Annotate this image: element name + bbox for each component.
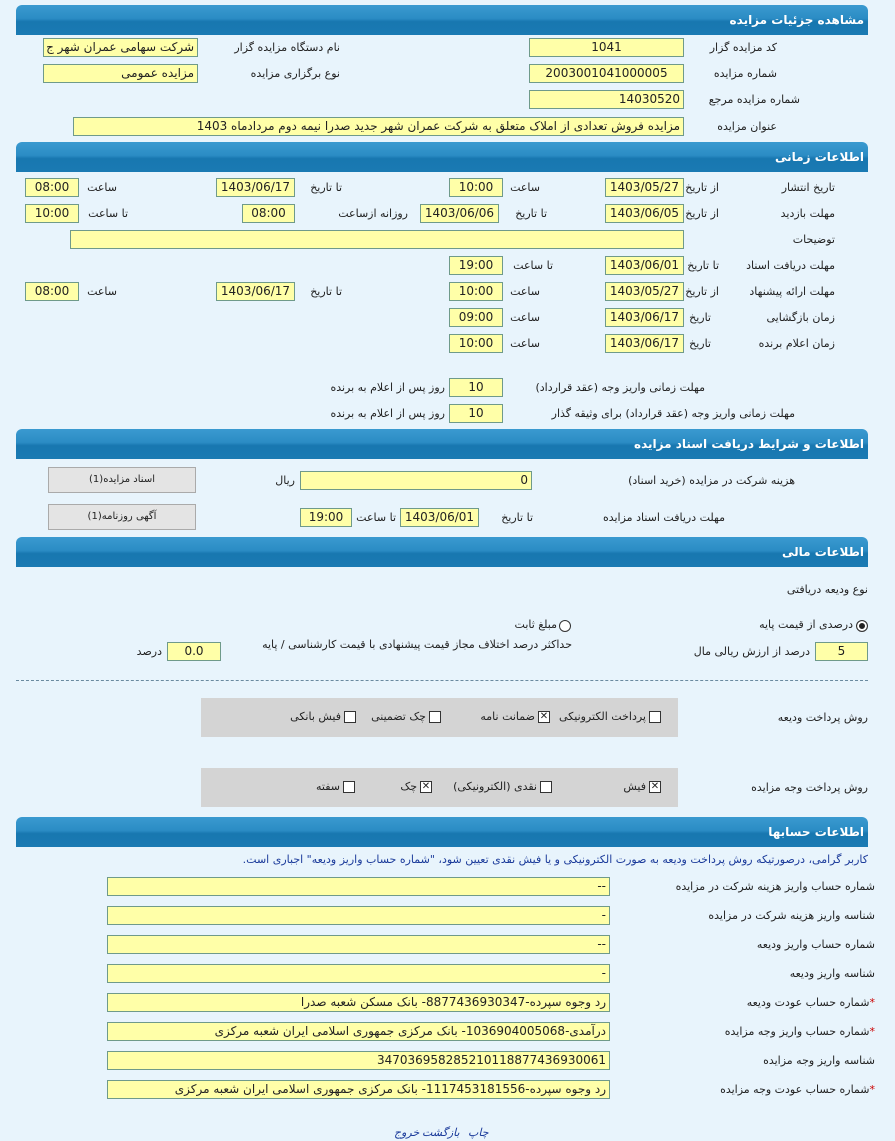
method-label: ضمانت نامه bbox=[480, 710, 535, 723]
account-label: شناسه واریز ودیعه bbox=[789, 967, 875, 980]
method-label: چک bbox=[400, 780, 417, 793]
open-label: زمان بازگشایی bbox=[766, 311, 835, 324]
method-label: نقدی (الکترونیکی) bbox=[453, 780, 537, 793]
section-header-time bbox=[16, 142, 868, 172]
account-field[interactable]: 347036958285210118877436930061 bbox=[107, 1051, 610, 1070]
section-title: مشاهده جزئیات مزایده bbox=[729, 13, 864, 27]
offer-to-time[interactable]: 08:00 bbox=[25, 282, 79, 301]
winner-time[interactable]: 10:00 bbox=[449, 334, 503, 353]
account-label: شماره حساب واریز ودیعه bbox=[756, 938, 875, 951]
number-field[interactable]: 2003001041000005 bbox=[529, 64, 684, 83]
back-link[interactable]: بازگشت bbox=[422, 1126, 460, 1139]
currency-label: ریال bbox=[275, 474, 295, 487]
section-title: اطلاعات حسابها bbox=[768, 825, 864, 839]
code-label: کد مزایده گزار bbox=[709, 41, 777, 54]
publish-to-date[interactable]: 1403/06/17 bbox=[216, 178, 295, 197]
hour-label: ساعت bbox=[87, 181, 117, 194]
payment-method-label: روش پرداخت وجه مزایده bbox=[751, 781, 868, 794]
docs-time-field[interactable]: 19:00 bbox=[300, 508, 352, 527]
radio-fixed[interactable] bbox=[559, 620, 571, 632]
to-date-label: تا تاریخ bbox=[687, 259, 719, 272]
auction-docs-button[interactable]: اسناد مزایده(1) bbox=[48, 467, 196, 493]
winner-date[interactable]: 1403/06/17 bbox=[605, 334, 684, 353]
checkbox-promissory[interactable] bbox=[343, 781, 355, 793]
newspaper-ad-button[interactable]: آگهی روزنامه(1) bbox=[48, 504, 196, 530]
method-label: چک تضمینی bbox=[371, 710, 426, 723]
method-label: فیش bbox=[623, 780, 646, 793]
checkbox-bank-slip[interactable] bbox=[344, 711, 356, 723]
fee-label: هزینه شرکت در مزایده (خرید اسناد) bbox=[628, 474, 795, 487]
label-text: شماره حساب عودت ودیعه bbox=[746, 996, 870, 1009]
deposit-method-label: روش پرداخت ودیعه bbox=[777, 711, 868, 724]
docs-deadline-label: مهلت دریافت اسناد مزایده bbox=[602, 511, 725, 524]
payment-methods-box bbox=[201, 768, 678, 807]
account-label: شناسه واریز وجه مزایده bbox=[763, 1054, 875, 1067]
percent-suffix: درصد از ارزش ریالی مال bbox=[693, 645, 810, 658]
days-suffix: روز پس از اعلام به برنده bbox=[330, 407, 445, 420]
label-text: شماره حساب عودت وجه مزایده bbox=[720, 1083, 870, 1096]
checkbox-cheque[interactable] bbox=[429, 711, 441, 723]
section-header-finance bbox=[16, 537, 868, 567]
required-star: * bbox=[869, 996, 875, 1009]
pay-days-field[interactable]: 10 bbox=[449, 378, 503, 397]
section-header-accounts bbox=[16, 817, 868, 847]
section-header-details bbox=[16, 5, 868, 35]
code-field[interactable]: 1041 bbox=[529, 38, 684, 57]
docs-to-date[interactable]: 1403/06/01 bbox=[605, 256, 684, 275]
method-label: فیش بانکی bbox=[290, 710, 341, 723]
ref-label: شماره مزایده مرجع bbox=[708, 93, 800, 106]
to-hour-label: تا ساعت bbox=[88, 207, 128, 220]
max-diff-field[interactable]: 0.0 bbox=[167, 642, 221, 661]
divider bbox=[16, 680, 868, 681]
pay2-deadline-label: مهلت زمانی واریز وجه (عقد قرارداد) برای وثیقه گذار bbox=[551, 407, 795, 420]
from-date-label: از تاریخ bbox=[685, 181, 719, 194]
number-label: شماره مزایده bbox=[713, 67, 777, 80]
publish-from-date[interactable]: 1403/05/27 bbox=[605, 178, 684, 197]
title-field[interactable]: مزایده فروش تعدادی از املاک متعلق به شرکت عمران شهر جدید صدرا نیمه دوم مردادماه 1403 bbox=[73, 117, 684, 136]
offer-to-date[interactable]: 1403/06/17 bbox=[216, 282, 295, 301]
label-text: شماره حساب واریز وجه مزایده bbox=[724, 1025, 870, 1038]
to-date-label: تا تاریخ bbox=[310, 181, 342, 194]
section-title: اطلاعات زمانی bbox=[775, 150, 864, 164]
account-field[interactable]: درآمدی-1036904005068- بانک مرکزی جمهوری اسلامی ایران شعبه مرکزی bbox=[107, 1022, 610, 1041]
account-field[interactable]: رد وجوه سپرده-1117453181556- بانک مرکزی جمهوری اسلامی ایران شعبه مرکزی bbox=[107, 1080, 610, 1099]
to-hour-label: تا ساعت bbox=[356, 511, 396, 524]
offer-label: مهلت ارائه پیشنهاد bbox=[749, 285, 835, 298]
section-title: اطلاعات و شرایط دریافت اسناد مزایده bbox=[633, 437, 864, 451]
required-star: * bbox=[869, 1083, 875, 1096]
desc-field[interactable] bbox=[70, 230, 684, 249]
accounts-notice: کاربر گرامی، درصورتیکه روش پرداخت ودیعه به صورت الکترونیکی و یا فیش نقدی تعیین شود، "شماره حساب واریز ودیعه" اجباری است. bbox=[242, 853, 868, 866]
account-field[interactable]: -- bbox=[107, 877, 610, 896]
account-field[interactable]: - bbox=[107, 964, 610, 983]
hour-label: ساعت bbox=[510, 181, 540, 194]
publish-label: تاریخ انتشار bbox=[781, 181, 835, 194]
percent-word: درصد bbox=[136, 645, 162, 658]
deposit-type-label: نوع ودیعه دریافتی bbox=[786, 583, 868, 596]
checkbox-guarantee[interactable]: ✕ bbox=[539, 711, 549, 722]
opt-fixed-label: مبلغ ثابت bbox=[514, 618, 557, 631]
type-field[interactable]: مزایده عمومی bbox=[43, 64, 198, 83]
account-field[interactable]: - bbox=[107, 906, 610, 925]
exit-link[interactable]: خروج bbox=[394, 1126, 420, 1139]
org-label: نام دستگاه مزایده گزار bbox=[234, 41, 340, 54]
offer-from-date[interactable]: 1403/05/27 bbox=[605, 282, 684, 301]
checkbox-slip[interactable]: ✕ bbox=[650, 781, 660, 792]
open-date[interactable]: 1403/06/17 bbox=[605, 308, 684, 327]
date-label: تاریخ bbox=[689, 311, 711, 324]
checkbox-cheque[interactable]: ✕ bbox=[421, 781, 431, 792]
account-field[interactable]: -- bbox=[107, 935, 610, 954]
ref-field[interactable]: 14030520 bbox=[529, 90, 684, 109]
hour-label: ساعت bbox=[87, 285, 117, 298]
section-header-docs bbox=[16, 429, 868, 459]
opt-percent-label: درصدی از قیمت پایه bbox=[759, 618, 853, 631]
method-label: پرداخت الکترونیکی bbox=[559, 710, 646, 723]
desc-label: توضیحات bbox=[792, 233, 835, 246]
to-hour-label: تا ساعت bbox=[513, 259, 553, 272]
account-label: شماره حساب واریز هزینه شرکت در مزایده bbox=[675, 880, 875, 893]
from-date-label: از تاریخ bbox=[685, 285, 719, 298]
account-label-required bbox=[747, 996, 875, 1009]
section-title: اطلاعات مالی bbox=[781, 545, 864, 559]
account-label: شناسه واریز هزینه شرکت در مزایده bbox=[708, 909, 875, 922]
pay2-days-field[interactable]: 10 bbox=[449, 404, 503, 423]
daily-from-label: روزانه ازساعت bbox=[338, 207, 408, 220]
account-label-required bbox=[725, 1025, 875, 1038]
visit-from-date[interactable]: 1403/06/05 bbox=[605, 204, 684, 223]
docs-deadline-label: مهلت دریافت اسناد bbox=[746, 259, 835, 272]
docs-date-field[interactable]: 1403/06/01 bbox=[400, 508, 479, 527]
type-label: نوع برگزاری مزایده bbox=[250, 67, 340, 80]
account-label-required bbox=[720, 1083, 875, 1096]
account-field[interactable]: رد وجوه سپرده-8877436930347- بانک مسکن شعبه صدرا bbox=[107, 993, 610, 1012]
visit-to-date[interactable]: 1403/06/06 bbox=[420, 204, 499, 223]
date-label: تاریخ bbox=[689, 337, 711, 350]
hour-label: ساعت bbox=[510, 311, 540, 324]
open-time[interactable]: 09:00 bbox=[449, 308, 503, 327]
to-date-label: تا تاریخ bbox=[310, 285, 342, 298]
required-star: * bbox=[869, 1025, 875, 1038]
visit-daily-from[interactable]: 08:00 bbox=[242, 204, 295, 223]
checkbox-cash-electronic[interactable] bbox=[540, 781, 552, 793]
pay-deadline-label: مهلت زمانی واریز وجه (عقد قرارداد) bbox=[535, 381, 705, 394]
max-diff-label: حداکثر درصد اختلاف مجاز قیمت پیشنهادی با قیمت کارشناسی / پایه bbox=[262, 638, 572, 651]
method-label: سفته bbox=[316, 780, 340, 793]
publish-from-time[interactable]: 10:00 bbox=[449, 178, 503, 197]
print-link[interactable]: چاپ bbox=[468, 1126, 489, 1139]
title-label: عنوان مزایده bbox=[717, 120, 777, 133]
percent-field[interactable]: 5 bbox=[815, 642, 868, 661]
org-field[interactable]: شرکت سهامی عمران شهر ج bbox=[43, 38, 198, 57]
to-date-label: تا تاریخ bbox=[501, 511, 533, 524]
days-suffix: روز پس از اعلام به برنده bbox=[330, 381, 445, 394]
checkbox-electronic[interactable] bbox=[649, 711, 661, 723]
visit-label: مهلت بازدید bbox=[780, 207, 835, 220]
visit-to-time[interactable]: 10:00 bbox=[25, 204, 79, 223]
to-date-label: تا تاریخ bbox=[515, 207, 547, 220]
winner-label: زمان اعلام برنده bbox=[758, 337, 835, 350]
fee-field[interactable]: 0 bbox=[300, 471, 532, 490]
radio-percent[interactable] bbox=[856, 620, 868, 632]
from-date-label: از تاریخ bbox=[685, 207, 719, 220]
publish-to-time[interactable]: 08:00 bbox=[25, 178, 79, 197]
docs-to-time[interactable]: 19:00 bbox=[449, 256, 503, 275]
hour-label: ساعت bbox=[510, 285, 540, 298]
offer-from-time[interactable]: 10:00 bbox=[449, 282, 503, 301]
hour-label: ساعت bbox=[510, 337, 540, 350]
